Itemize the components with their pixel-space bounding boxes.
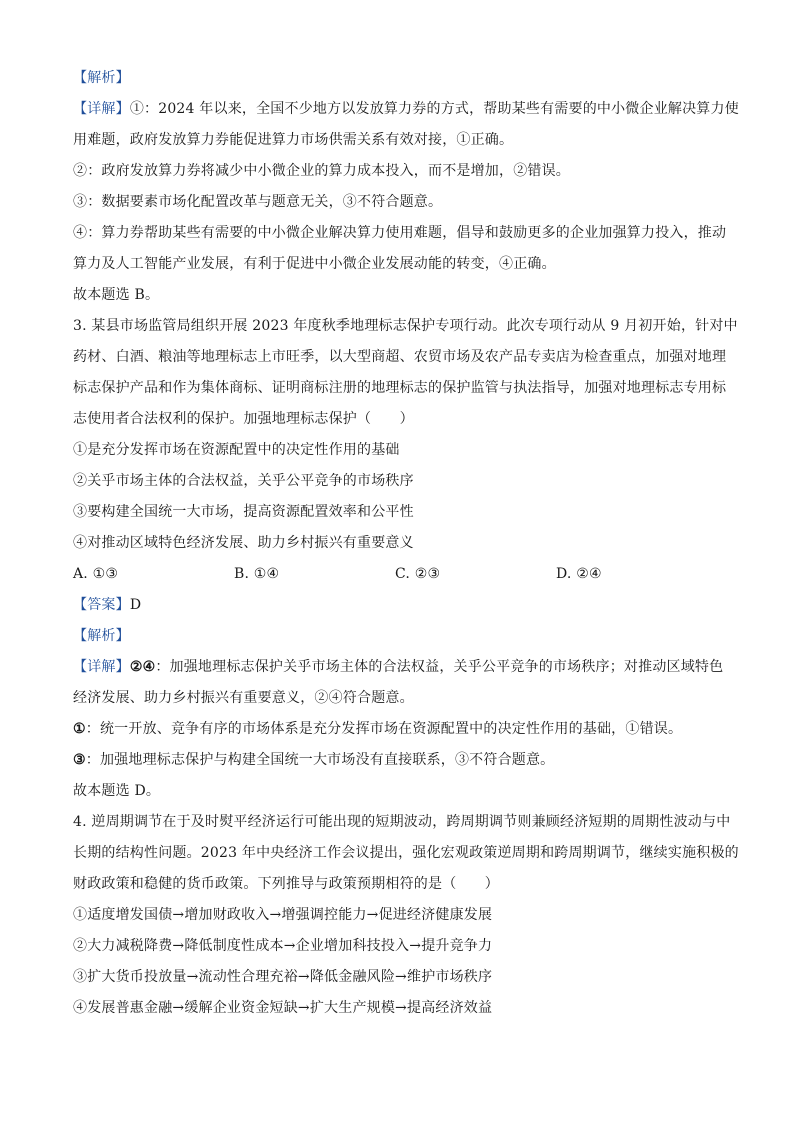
question-3-options [73, 559, 723, 590]
answer-label: 【答案】 [73, 597, 130, 613]
question-3-statement-3: ③要构建全国统一大市场，提高资源配置效率和公平性 [73, 504, 414, 520]
question-4-stem-line-2: 长期的结构性问题。2023 年中央经济工作会议提出，强化宏观政策逆周期和跨周期调节，继续实施积极的 [73, 845, 739, 861]
question-3-statement-4: ④对推动区域特色经济发展、助力乡村振兴有重要意义 [73, 535, 414, 551]
detail-paragraph-line [73, 652, 723, 683]
analysis-item-2: ②：政府发放算力券将减少中小微企业的算力成本投入，而不是增加，②错误。 [73, 163, 570, 179]
question-3-statement-1: ①是充分发挥市场在资源配置中的决定性作用的基础 [73, 442, 400, 458]
option-c: C. ②③ [395, 566, 441, 582]
detail-mark: ②④ [129, 659, 156, 675]
answer-line [73, 590, 723, 621]
detail-text-continued: 用难题，政府发放算力券能促进算力市场供需关系有效对接，①正确。 [73, 132, 514, 148]
detail-paragraph-line [73, 94, 739, 125]
analysis-item-3 [73, 745, 723, 776]
document-page [73, 63, 739, 1024]
detail-label: 【详解】 [73, 659, 130, 675]
detail-text: ①：2024 年以来，全国不少地方以发放算力券的方式，帮助某些有需要的中小微企业解决算力使 [129, 101, 739, 117]
detail-label: 【详解】 [73, 101, 130, 117]
question-4-statement-2: ②大力减税降费→降低制度性成本→企业增加科技投入→提升竞争力 [73, 938, 493, 954]
answer-value: D [129, 597, 142, 613]
analysis-label: 【解析】 [73, 628, 130, 644]
question-3-statement-2: ②关乎市场主体的合法权益，关乎公平竞争的市场秩序 [73, 473, 414, 489]
detail-text-continued: 经济发展、助力乡村振兴有重要意义，②④符合题意。 [73, 690, 414, 706]
question-4-statement-3: ③扩大货币投放量→流动性合理充裕→降低金融风险→维护市场秩序 [73, 969, 493, 985]
analysis-item-3: ③：数据要素市场化配置改革与题意无关，③不符合题意。 [73, 194, 443, 210]
item-mark: ③ [73, 752, 86, 768]
question-3-stem: 3. 某县市场监管局组织开展 2023 年度秋季地理标志保护专项行动。此次专项行动从 9 月初开始，针对中 [73, 318, 738, 334]
question-3-stem-line-4: 志使用者合法权利的保护。加强地理标志保护（ ） [73, 411, 414, 427]
answer-conclusion: 故本题选 D。 [73, 783, 161, 799]
option-b: B. ①④ [234, 566, 280, 582]
item-mark: ① [73, 721, 86, 737]
question-4-statement-1: ①适度增发国债→增加财政收入→增强调控能力→促进经济健康发展 [73, 907, 493, 923]
answer-conclusion: 故本题选 B。 [73, 287, 160, 303]
question-4-statement-4: ④发展普惠金融→缓解企业资金短缺→扩大生产规模→提高经济效益 [73, 1000, 493, 1016]
question-4-stem-line-3: 财政政策和稳健的货币政策。下列推导与政策预期相符的是（ ） [73, 876, 499, 892]
item-text: ：统一开放、竞争有序的市场体系是充分发挥市场在资源配置中的决定性作用的基础，①错误。 [85, 721, 683, 737]
question-3-stem-line-3: 标志保护产品和作为集体商标、证明商标注册的地理标志的保护监管与执法指导，加强对地理标志专用标 [73, 380, 727, 396]
question-4-stem: 4. 逆周期调节在于及时熨平经济运行可能出现的短期波动，跨周期调节则兼顾经济短期的周期性波动与中 [73, 814, 731, 830]
item-text: ：加强地理标志保护与构建全国统一大市场没有直接联系，③不符合题意。 [85, 752, 555, 768]
analysis-item-4-continued: 算力及人工智能产业发展，有利于促进中小微企业发展动能的转变，④正确。 [73, 256, 556, 272]
question-3-stem-line-2: 药材、白酒、粮油等地理标志上市旺季，以大型商超、农贸市场及农产品专卖店为检查重点，加强对地理 [73, 349, 727, 365]
analysis-item-1 [73, 714, 723, 745]
analysis-label: 【解析】 [73, 70, 130, 86]
option-a: A. ①③ [73, 566, 119, 582]
detail-text: ：加强地理标志保护关乎市场主体的合法权益，关乎公平竞争的市场秩序；对推动区域特色 [155, 659, 724, 675]
option-d: D. ②④ [556, 566, 602, 582]
analysis-item-4: ④：算力券帮助某些有需要的中小微企业解决算力使用难题，倡导和鼓励更多的企业加强算力投入，推动 [73, 225, 727, 241]
